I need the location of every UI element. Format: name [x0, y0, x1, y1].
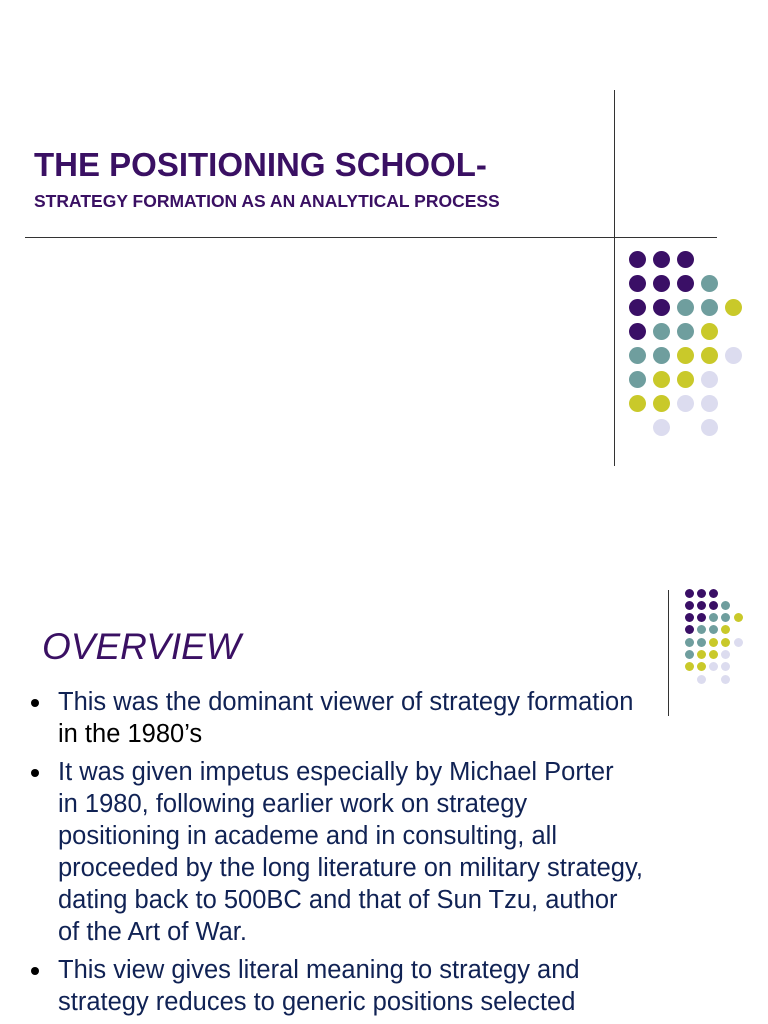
- dot-teal: [629, 347, 646, 364]
- bullet-dot-icon: [31, 699, 39, 707]
- slide-subtitle: STRATEGY FORMATION AS AN ANALYTICAL PROCESS: [34, 191, 500, 211]
- bullet-line: This view gives literal meaning to strategy and: [58, 956, 580, 984]
- dot-yellow: [725, 299, 742, 316]
- dot-teal: [677, 299, 694, 316]
- dot-purple: [685, 589, 694, 598]
- dot-lavender: [721, 662, 730, 671]
- dot-purple: [653, 299, 670, 316]
- bullet-line: in 1980, following earlier work on strategy: [58, 790, 528, 818]
- dot-lavender: [701, 371, 718, 388]
- dot-yellow: [629, 395, 646, 412]
- dot-purple: [697, 589, 706, 598]
- dot-teal: [677, 323, 694, 340]
- dot-teal: [701, 275, 718, 292]
- dot-yellow: [677, 371, 694, 388]
- bullet-item: [0, 756, 768, 948]
- dot-purple: [653, 275, 670, 292]
- dot-lavender: [709, 662, 718, 671]
- bullet-dot-icon: [31, 769, 39, 777]
- dot-yellow: [701, 347, 718, 364]
- dot-purple: [685, 601, 694, 610]
- bullet-list: [0, 686, 768, 1024]
- dot-purple: [685, 613, 694, 622]
- dot-purple: [677, 275, 694, 292]
- dot-teal: [721, 601, 730, 610]
- dot-yellow: [721, 625, 730, 634]
- dot-lavender: [721, 650, 730, 659]
- dot-yellow: [709, 650, 718, 659]
- dot-purple: [709, 601, 718, 610]
- dot-lavender: [734, 638, 743, 647]
- dot-yellow: [697, 662, 706, 671]
- vertical-divider-line: [614, 90, 615, 466]
- dot-purple: [685, 625, 694, 634]
- dot-yellow: [697, 650, 706, 659]
- dot-yellow: [653, 371, 670, 388]
- dot-lavender: [697, 675, 706, 684]
- dot-teal: [697, 638, 706, 647]
- dot-teal: [697, 625, 706, 634]
- dot-teal: [653, 323, 670, 340]
- bullet-dot-icon: [31, 967, 39, 975]
- dot-yellow: [701, 323, 718, 340]
- overview-heading: OVERVIEW: [42, 626, 241, 667]
- dot-teal: [721, 613, 730, 622]
- dot-yellow: [721, 638, 730, 647]
- dot-yellow: [685, 662, 694, 671]
- dot-teal: [685, 650, 694, 659]
- dot-teal: [685, 638, 694, 647]
- dot-lavender: [725, 347, 742, 364]
- bullet-line: in the 1980’s: [58, 720, 203, 748]
- dot-teal: [701, 299, 718, 316]
- bullet-item: [0, 686, 768, 750]
- dot-yellow: [653, 395, 670, 412]
- bullet-line: proceeded by the long literature on military strategy,: [58, 854, 643, 882]
- dot-yellow: [677, 347, 694, 364]
- dot-purple: [697, 601, 706, 610]
- bullet-line: This was the dominant viewer of strategy formation: [58, 688, 634, 716]
- bullet-line: strategy reduces to generic positions selected: [58, 988, 576, 1016]
- dot-teal: [709, 625, 718, 634]
- dot-teal: [629, 371, 646, 388]
- dot-lavender: [701, 395, 718, 412]
- dot-purple: [629, 323, 646, 340]
- dot-lavender: [653, 419, 670, 436]
- bullet-line: positioning in academe and in consulting, all: [58, 822, 557, 850]
- dot-purple: [629, 275, 646, 292]
- dot-purple: [629, 299, 646, 316]
- dot-purple: [653, 251, 670, 268]
- dot-purple: [677, 251, 694, 268]
- slide-title: THE POSITIONING SCHOOL-: [34, 146, 487, 183]
- dot-lavender: [677, 395, 694, 412]
- dot-lavender: [721, 675, 730, 684]
- dot-teal: [709, 613, 718, 622]
- bullet-item: [0, 954, 768, 1018]
- dot-yellow: [734, 613, 743, 622]
- bullet-line: It was given impetus especially by Michael Porter: [58, 758, 614, 786]
- bullet-line: of the Art of War.: [58, 918, 247, 946]
- dot-purple: [697, 613, 706, 622]
- dot-yellow: [709, 638, 718, 647]
- dot-purple: [629, 251, 646, 268]
- dot-lavender: [701, 419, 718, 436]
- dot-purple: [709, 589, 718, 598]
- dot-teal: [653, 347, 670, 364]
- bullet-line: dating back to 500BC and that of Sun Tzu, author: [58, 886, 618, 914]
